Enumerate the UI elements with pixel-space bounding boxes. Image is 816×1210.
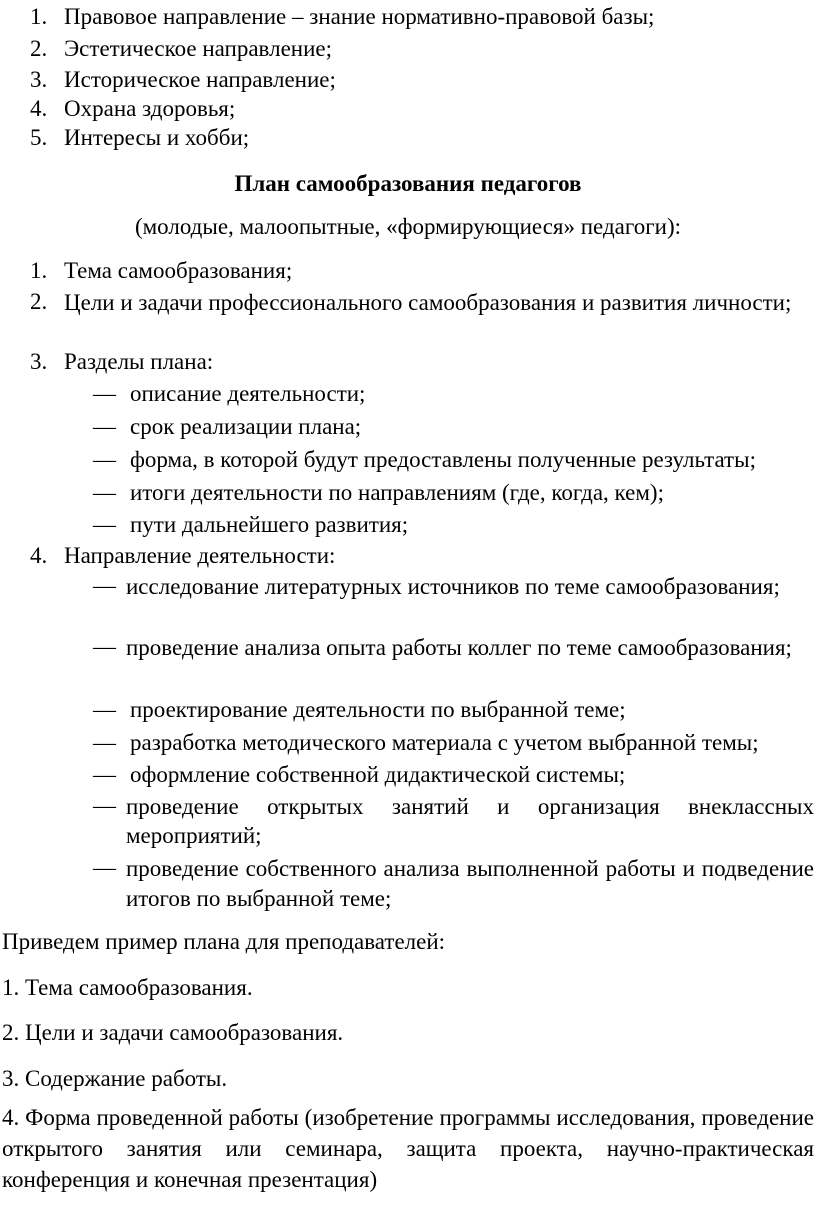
list-item-number: 4.	[30, 96, 48, 121]
list-item-text: Охрана здоровья;	[64, 96, 236, 121]
list-item-text: Разделы плана:	[64, 349, 214, 374]
dash-marker: —	[93, 697, 116, 722]
list-item-text: Цели и задачи профессионального самообразования и развития личности;	[64, 290, 792, 315]
dash-marker: —	[93, 414, 116, 439]
dash-marker: —	[93, 573, 116, 598]
dash-marker: —	[93, 855, 116, 880]
list-item-text: Направление деятельности:	[64, 543, 336, 568]
list-item-text: Эстетическое направление;	[64, 36, 333, 61]
dash-marker: —	[93, 730, 116, 755]
dash-item-text: оформление собственной дидактической системы;	[130, 762, 626, 787]
dash-marker: —	[93, 480, 116, 505]
example-item: 3. Содержание работы.	[2, 1066, 228, 1091]
dash-item-text: итоги деятельности по направлениям (где, когда, кем);	[130, 480, 664, 505]
dash-item-text: пути дальнейшего развития;	[130, 512, 409, 537]
list-item-number: 2.	[30, 36, 48, 61]
dash-marker: —	[93, 793, 116, 818]
dash-item-text: срок реализации плана;	[130, 414, 362, 439]
list-item-text: Тема самообразования;	[64, 258, 293, 283]
list-item-text: Правовое направление – знание нормативно-правовой базы;	[64, 4, 655, 29]
dash-item-text: разработка методического материала с учетом выбранной темы;	[130, 730, 759, 755]
list-item-number: 1.	[30, 4, 48, 29]
list-item-text: Интересы и хобби;	[64, 125, 250, 150]
dash-item-text: описание деятельности;	[130, 381, 366, 406]
dash-item-text: проведение открытых занятий и организация внеклассных мероприятий;	[126, 794, 814, 848]
dash-marker: —	[93, 634, 116, 659]
section-heading: План самообразования педагогов	[234, 171, 582, 196]
dash-marker: —	[93, 762, 116, 787]
list-item-number: 2.	[30, 289, 48, 314]
list-item-number: 4.	[30, 543, 48, 568]
example-item: 2. Цели и задачи самообразования.	[2, 1020, 344, 1045]
list-item-number: 5.	[30, 125, 48, 150]
dash-item-text: проектирование деятельности по выбранной теме;	[130, 697, 626, 722]
example-item: 1. Тема самообразования.	[2, 975, 253, 1000]
dash-item-text: форма, в которой будут предоставлены полученные результаты;	[130, 447, 756, 472]
section-subheading: (молодые, малоопытные, «формирующиеся» педагоги):	[134, 214, 682, 239]
list-item-number: 3.	[30, 349, 48, 374]
list-item-number: 1.	[30, 258, 48, 283]
dash-marker: —	[93, 512, 116, 537]
dash-item-text: проведение анализа опыта работы коллег по теме самообразования;	[126, 635, 792, 660]
example-intro: Приведем пример плана для преподавателей:	[2, 929, 446, 954]
list-item-number: 3.	[30, 67, 48, 92]
dash-item-text: исследование литературных источников по теме самообразования;	[126, 574, 780, 599]
example-item: 4. Форма проведенной работы (изобретение программы исследования, проведение открытого занятия или семинара, защита проекта, научно-практическая конференция и конечная презентация)	[2, 1105, 814, 1192]
list-item-text: Историческое направление;	[64, 67, 336, 92]
dash-marker: —	[93, 447, 116, 472]
dash-item-text: проведение собственного анализа выполненной работы и подведение итогов по выбранной теме;	[126, 856, 814, 911]
dash-marker: —	[93, 381, 116, 406]
